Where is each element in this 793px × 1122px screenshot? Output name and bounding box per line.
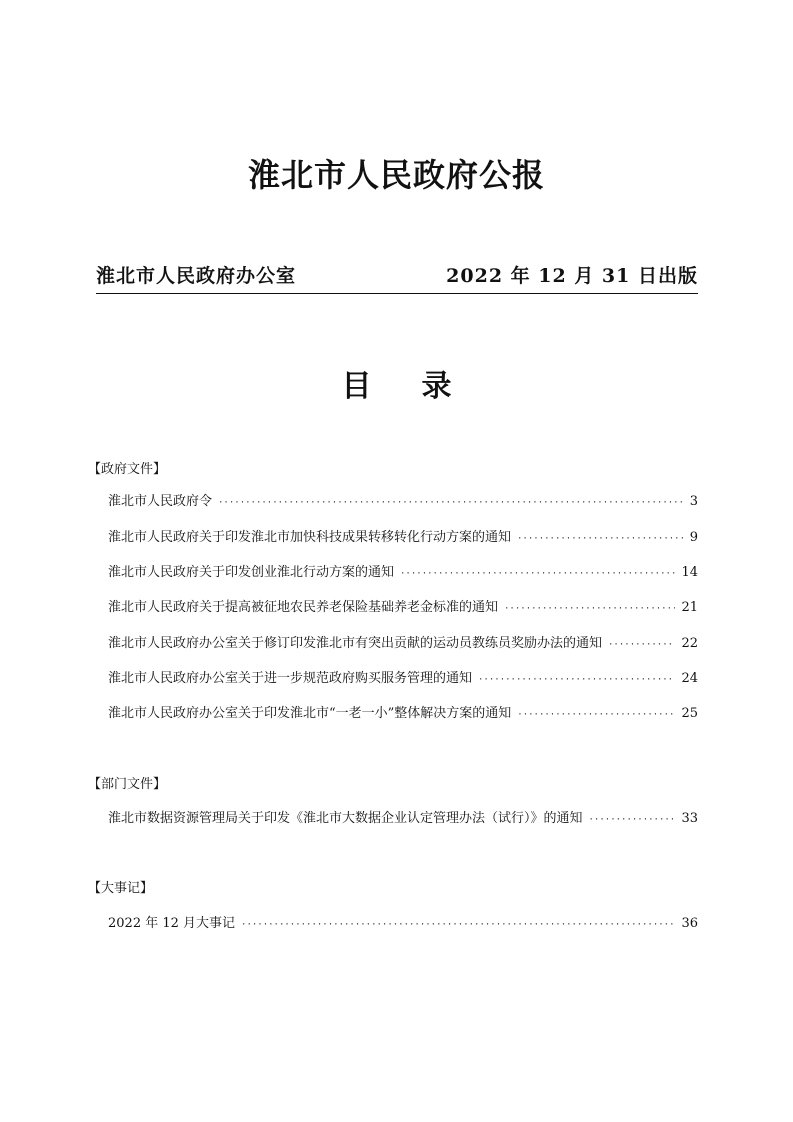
toc-title: 目录 bbox=[341, 369, 502, 404]
toc-entry[interactable] bbox=[108, 807, 698, 826]
dot-leader bbox=[608, 640, 675, 650]
toc-entry-page: 21 bbox=[681, 600, 698, 615]
toc-entry[interactable] bbox=[108, 596, 698, 615]
toc-entry-title: 淮北市人民政府关于印发淮北市加快科技成果转移转化行动方案的通知 bbox=[108, 530, 512, 545]
issuer-name: 淮北市人民政府办公室 bbox=[96, 265, 297, 287]
dot-leader bbox=[400, 569, 675, 579]
dot-leader bbox=[504, 604, 675, 614]
toc-entry-page: 24 bbox=[681, 671, 698, 686]
toc-entry-title: 2022 年 12 月大事记 bbox=[108, 916, 236, 931]
dot-leader bbox=[517, 710, 675, 720]
dot-leader bbox=[218, 498, 684, 508]
toc-entry[interactable] bbox=[108, 912, 698, 931]
section-heading-major-events: 【大事记】 bbox=[88, 881, 154, 896]
toc-entry[interactable] bbox=[108, 561, 698, 580]
publication-date: 2022 年 12 月 31 日出版 bbox=[446, 265, 698, 287]
toc-entry-title: 淮北市人民政府办公室关于印发淮北市“一老一小”整体解决方案的通知 bbox=[108, 706, 512, 721]
toc-entry-page: 3 bbox=[689, 494, 698, 509]
toc-entry[interactable] bbox=[108, 667, 698, 686]
toc-entry-title: 淮北市人民政府令 bbox=[108, 494, 213, 509]
toc-entry[interactable] bbox=[108, 632, 698, 651]
toc-entry-page: 36 bbox=[681, 916, 698, 931]
toc-entry-page: 14 bbox=[681, 565, 698, 580]
section-heading-government-documents: 【政府文件】 bbox=[88, 462, 167, 477]
dot-leader bbox=[241, 920, 675, 930]
toc-entry-page: 22 bbox=[681, 636, 698, 651]
toc-entry[interactable] bbox=[108, 490, 698, 509]
issuer-row bbox=[96, 258, 698, 288]
toc-entry-title: 淮北市数据资源管理局关于印发《淮北市大数据企业认定管理办法（试行）》的通知 bbox=[108, 811, 583, 826]
header-divider bbox=[96, 293, 698, 294]
dot-leader bbox=[517, 534, 684, 544]
toc-entry-page: 25 bbox=[681, 706, 698, 721]
toc-entry-title: 淮北市人民政府办公室关于修订印发淮北市有突出贡献的运动员教练员奖励办法的通知 bbox=[108, 636, 603, 651]
dot-leader bbox=[589, 815, 676, 825]
toc-entry-title: 淮北市人民政府关于提高被征地农民养老保险基础养老金标准的通知 bbox=[108, 600, 499, 615]
dot-leader bbox=[478, 675, 675, 685]
toc-entry-title: 淮北市人民政府办公室关于进一步规范政府购买服务管理的通知 bbox=[108, 671, 473, 686]
toc-entry[interactable] bbox=[108, 702, 698, 721]
toc-entry-page: 9 bbox=[689, 530, 698, 545]
toc-entry[interactable] bbox=[108, 526, 698, 545]
toc-entry-page: 33 bbox=[681, 811, 698, 826]
toc-entry-title: 淮北市人民政府关于印发创业淮北行动方案的通知 bbox=[108, 565, 395, 580]
publication-title: 淮北市人民政府公报 bbox=[247, 156, 545, 194]
section-heading-department-documents: 【部门文件】 bbox=[88, 777, 167, 792]
